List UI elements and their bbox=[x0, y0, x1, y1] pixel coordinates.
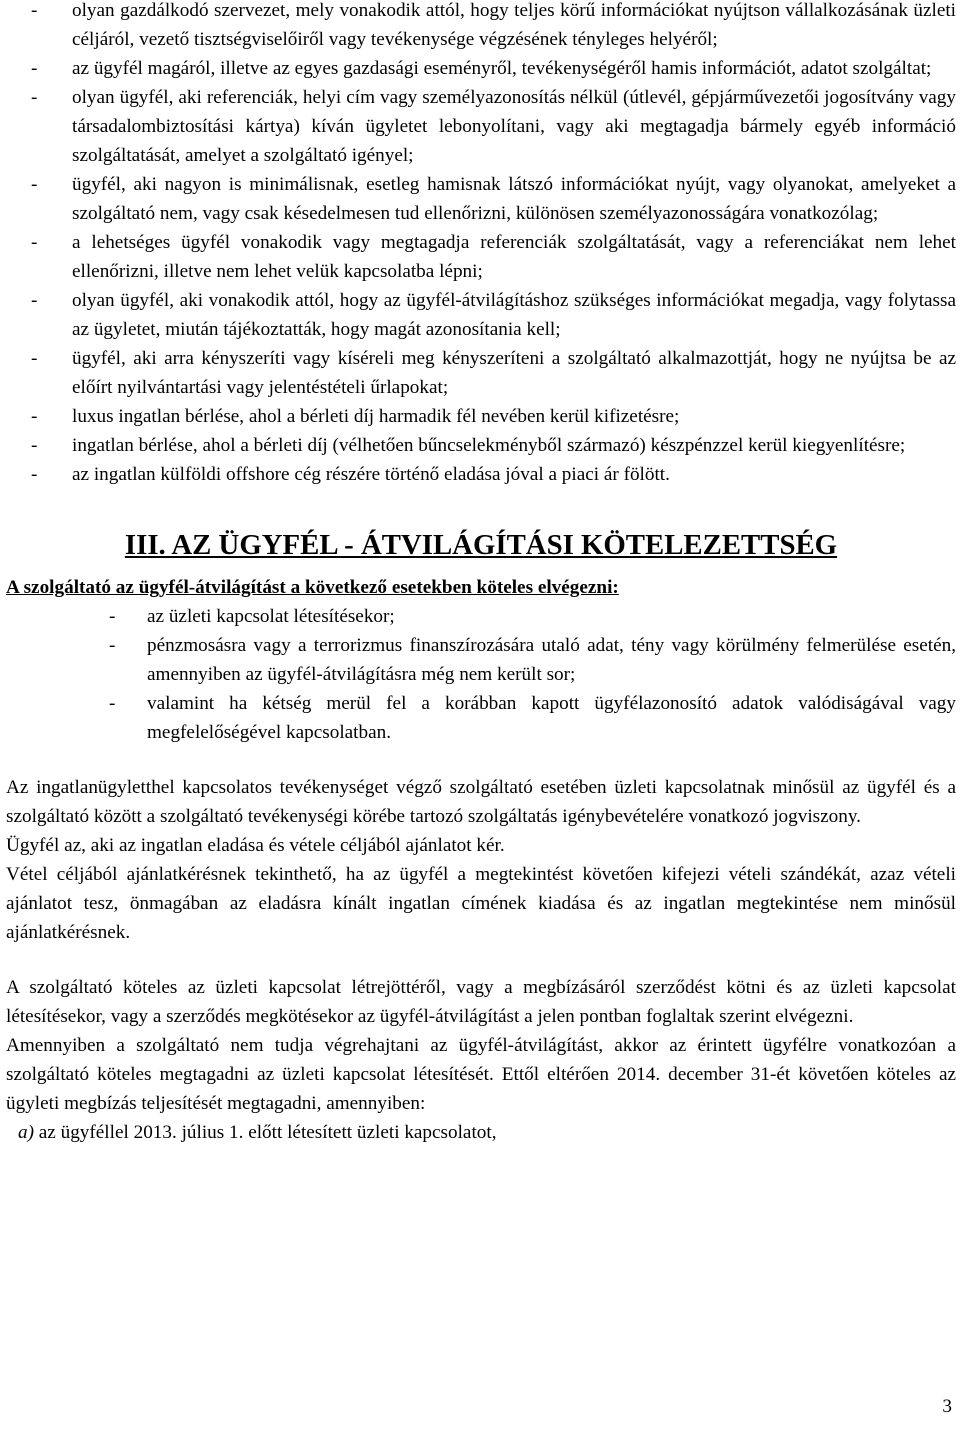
list-item bbox=[6, 170, 956, 228]
list-dash: - bbox=[31, 464, 38, 485]
list-dash: - bbox=[31, 435, 38, 456]
paragraph-offer-request: Vétel céljából ajánlatkérésnek tekinthető, ha az ügyfél a megtekintést követően kifejezi vételi szándékát, azaz vételi ajánlatot tesz, önmagában az eladásra kínált ingatlan címének kiadása és az ingatlan megtekintése nem minősül ajánlatkérésnek. bbox=[6, 864, 956, 943]
list-item bbox=[6, 431, 956, 460]
list-dash: - bbox=[31, 58, 38, 79]
risk-indicator-list bbox=[6, 0, 956, 489]
list-dash: - bbox=[31, 174, 38, 195]
list-item-text: olyan gazdálkodó szervezet, mely vonakodik attól, hogy teljes körű információkat nyújtson vállalkozásának üzleti céljáról, vezető tisztségviselőiről vagy tevékenysége végzésének tényleges helyéről; bbox=[72, 0, 956, 50]
point-a bbox=[6, 1118, 956, 1147]
list-item bbox=[6, 460, 956, 489]
list-dash: - bbox=[31, 406, 38, 427]
document-page bbox=[6, 0, 956, 1147]
list-item bbox=[6, 286, 956, 344]
list-item bbox=[6, 0, 956, 54]
list-item bbox=[6, 631, 956, 689]
paragraph-client-definition: Ügyfél az, aki az ingatlan eladása és vétele céljából ajánlatot kér. bbox=[6, 835, 505, 856]
list-item-text: luxus ingatlan bérlése, ahol a bérleti díj harmadik fél nevében kerül kifizetésre; bbox=[72, 406, 680, 427]
paragraph-contract-obligation: A szolgáltató köteles az üzleti kapcsolat létrejöttéről, vagy a megbízásáról szerződést kötni és az üzleti kapcsolat létesítésekor, vagy a szerződés megkötésekor az ügyfél-átvilágítást a jelen pontban foglaltak szerint elvégezni. bbox=[6, 977, 956, 1027]
point-a-text: az ügyféllel 2013. július 1. előtt létesített üzleti kapcsolatot, bbox=[33, 1122, 497, 1143]
section-lead: A szolgáltató az ügyfél-átvilágítást a következő esetekben köteles elvégezni: bbox=[6, 577, 619, 598]
list-dash: - bbox=[31, 87, 38, 108]
list-item-text: ingatlan bérlése, ahol a bérleti díj (vélhetően bűncselekményből származó) készpénzzel kerül kiegyenlítésre; bbox=[72, 435, 906, 456]
list-item-text: olyan ügyfél, aki vonakodik attól, hogy az ügyfél-átvilágításhoz szükséges információkat megadja, vagy folytassa az ügyletet, miután tájékoztatták, hogy magát azonosítania kell; bbox=[72, 290, 956, 340]
paragraph-business-relationship: Az ingatlanügyletthel kapcsolatos tevékenységet végző szolgáltató esetében üzleti kapcsolatnak minősül az ügyfél és a szolgáltató között a szolgáltató tevékenységi körébe tartozó szolgáltatás igénybevételére vonatkozó jogviszony. bbox=[6, 777, 956, 827]
due-diligence-cases-list bbox=[6, 602, 956, 747]
list-dash: - bbox=[31, 348, 38, 369]
list-item-text: valamint ha kétség merül fel a korábban kapott ügyfélazonosító adatok valódiságával vagy megfelelőségével kapcsolatban. bbox=[147, 693, 956, 743]
page-number: 3 bbox=[942, 1396, 952, 1417]
section-title: III. AZ ÜGYFÉL - ÁTVILÁGÍTÁSI KÖTELEZETTSÉG bbox=[124, 529, 838, 561]
list-dash: - bbox=[31, 290, 38, 311]
list-dash: - bbox=[31, 0, 38, 21]
list-dash: - bbox=[31, 232, 38, 253]
list-item bbox=[6, 54, 956, 83]
list-item-text: az ingatlan külföldi offshore cég részére történő eladása jóval a piaci ár fölött. bbox=[72, 464, 670, 485]
point-a-label: a) bbox=[18, 1122, 34, 1143]
list-item bbox=[6, 402, 956, 431]
list-item bbox=[6, 228, 956, 286]
list-dash: - bbox=[109, 693, 116, 714]
list-item bbox=[6, 689, 956, 747]
list-item-text: az üzleti kapcsolat létesítésekor; bbox=[147, 606, 395, 627]
list-item-text: a lehetséges ügyfél vonakodik vagy megtagadja referenciák szolgáltatását, vagy a referenciákat nem lehet ellenőrizni, illetve nem lehet velük kapcsolatba lépni; bbox=[72, 232, 956, 282]
list-item-text: ügyfél, aki arra kényszeríti vagy kísérelі meg kényszeríteni a szolgáltató alkalmazottját, hogy ne nyújtsa be az előírt nyilvántartási vagy jelentéstételi űrlapokat; bbox=[72, 348, 956, 398]
list-item-text: ügyfél, aki nagyon is minimálisnak, esetleg hamisnak látszó információkat nyújt, vagy olyanokat, amelyeket a szolgáltató nem, vagy csak késedelmesen tud ellenőrizni, különösen személyazonosságára vonatkozólag; bbox=[72, 174, 956, 224]
list-item bbox=[6, 83, 956, 170]
list-item-text: olyan ügyfél, aki referenciák, helyi cím vagy személyazonosítás nélkül (útlevél, gépjárművezetői jogosítvány vagy társadalombiztosítási kártya) kíván ügyletet lebonyolítani, vagy aki megtagadja bármely egyéb információ szolgáltatását, amelyet a szolgáltató igényel; bbox=[72, 87, 956, 166]
list-item bbox=[6, 344, 956, 402]
list-item-text: az ügyfél magáról, illetve az egyes gazdasági eseményről, tevékenységéről hamis információt, adatot szolgáltat; bbox=[72, 58, 932, 79]
list-item-text: pénzmosásra vagy a terrorizmus finanszírozására utaló adat, tény vagy körülmény felmerülése esetén, amennyiben az ügyfél-átvilágításra még nem került sor; bbox=[147, 635, 956, 685]
paragraph-refusal: Amennyiben a szolgáltató nem tudja végrehajtani az ügyfél-átvilágítást, akkor az érintett ügyfélre vonatkozóan a szolgáltató köteles megtagadni az üzleti kapcsolat létesítését. Ettől eltérően 2014. december 31-ét követően köteles az ügyleti megbízás teljesítését megtagadni, amennyiben: bbox=[6, 1035, 956, 1114]
list-dash: - bbox=[109, 635, 116, 656]
list-item bbox=[6, 602, 956, 631]
list-dash: - bbox=[109, 606, 116, 627]
